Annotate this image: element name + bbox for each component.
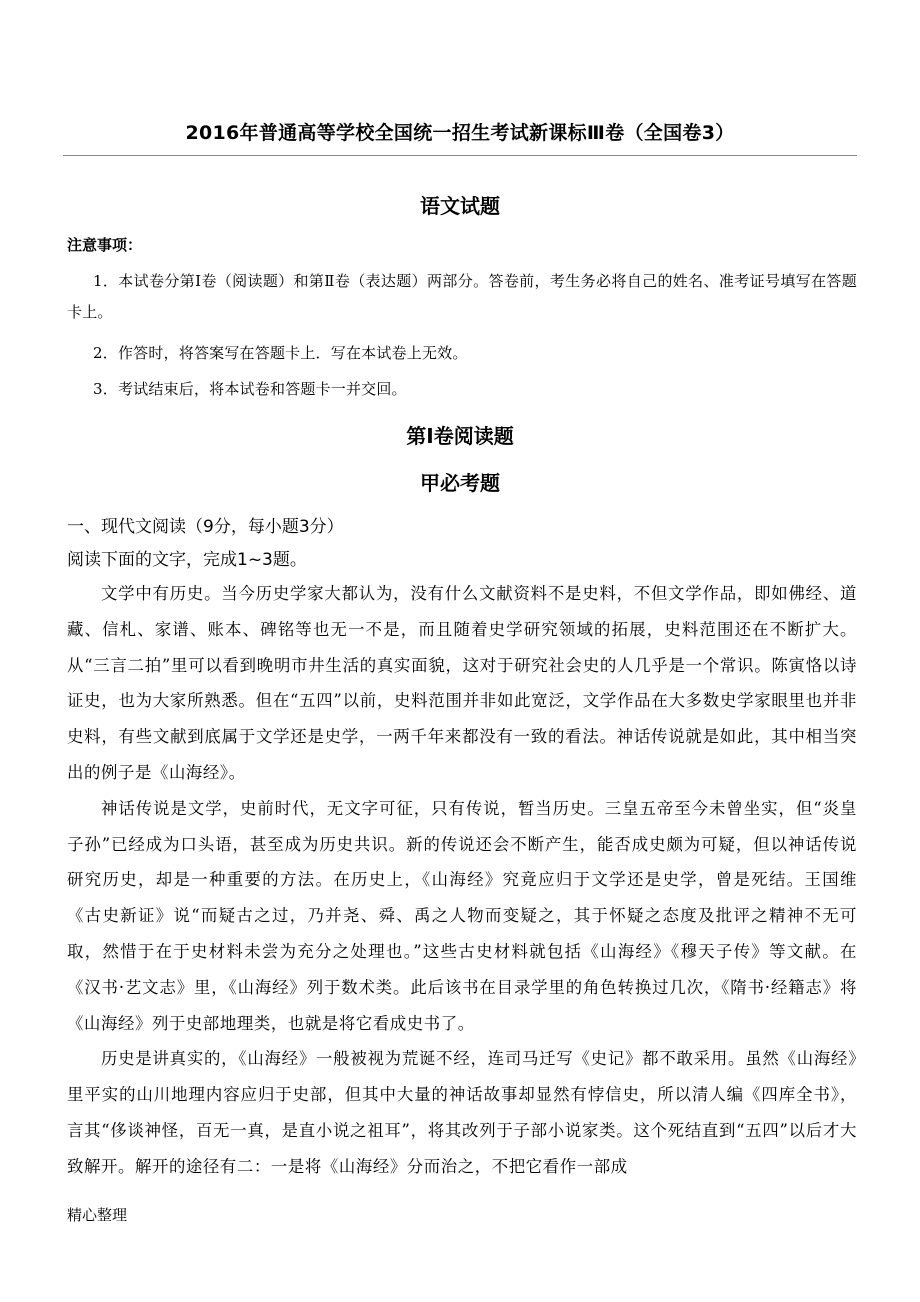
question-heading: 一、现代文阅读（9分，每小题3分） (67, 517, 344, 537)
section-title: 甲必考题 (420, 471, 500, 495)
running-header: 2016年普通高等学校全国统一招生考试新课标Ⅲ卷（全国卷3） (185, 122, 735, 144)
passage-paragraph: 文学中有历史。当今历史学家大都认为，没有什么文献资料不是史料，不但文学作品，即如佛经、道藏、信札、家谱、账本、碑铭等也无一不是，而且随着史学研究领域的拓展，史料范围还在不断扩大。从“三言二拍”里可以看到晚明市井生活的真实面貌，这对于研究社会史的人几乎是一个常识。陈寅恪以诗证史，也为大家所熟悉。但在“五四”以前，史料范围并非如此宽泛，文学作品在大多数史学家眼里也并非史料，有些文献到底属于文学还是史学，一两千年来都没有一致的看法。神话传说就是如此，其中相当突出的例子是《山海经》。 (67, 584, 857, 782)
notice-item: 3．考试结束后，将本试卷和答题卡一并交回。 (93, 380, 407, 398)
page-footer: 精心整理 (67, 1206, 128, 1224)
passage-paragraph: 历史是讲真实的，《山海经》一般被视为荒诞不经，连司马迁写《史记》都不敢采用。虽然《山海经》里平实的山川地理内容应归于史部，但其中大量的神话故事却显然有悖信史，所以清人编《四库全书》，言其“侈谈神怪，百无一真，是直小说之祖耳”，将其改列于子部小说家类。这个死结直到“五四”以后才大致解开。解开的途径有二：一是将《山海经》分而治之，不把它看作一部成 (67, 1049, 857, 1176)
notice-item: 1．本试卷分第Ⅰ卷（阅读题）和第Ⅱ卷（表达题）两部分。答卷前，考生务必将自己的姓名、准考证号填写在答题卡上。 (67, 272, 857, 321)
passage-paragraph: 神话传说是文学，史前时代，无文字可征，只有传说，暂当历史。三皇五帝至今未曾坐实，但“炎皇子孙”已经成为口头语，甚至成为历史共识。新的传说还会不断产生，能否成史颇为可疑，但以神话传说研究历史，却是一种重要的方法。在历史上，《山海经》究竟应归于文学还是史学，曾是死结。王国维《古史新证》说“而疑古之过，乃并尧、舜、禹之人物而变疑之，其于怀疑之态度及批评之精神不无可取，然惜于在于史材料未尝为充分之处理也。”这些古史材料就包括《山海经》《穆天子传》等文献。在《汉书·艺文志》里，《山海经》列于数术类。此后该书在目录学里的角色转换过几次，《隋书·经籍志》将《山海经》列于史部地理类，也就是将它看成史书了。 (67, 798, 857, 1033)
reading-passage (67, 576, 857, 1185)
notice-heading: 注意事项： (67, 236, 143, 254)
part-title: 第Ⅰ卷阅读题 (406, 424, 514, 448)
subject-title: 语文试题 (420, 194, 500, 218)
header-divider (63, 155, 857, 156)
question-instruction: 阅读下面的文字，完成1~3题。 (67, 550, 307, 570)
notice-item: 2．作答时，将答案写在答题卡上．写在本试卷上无效。 (93, 344, 468, 362)
